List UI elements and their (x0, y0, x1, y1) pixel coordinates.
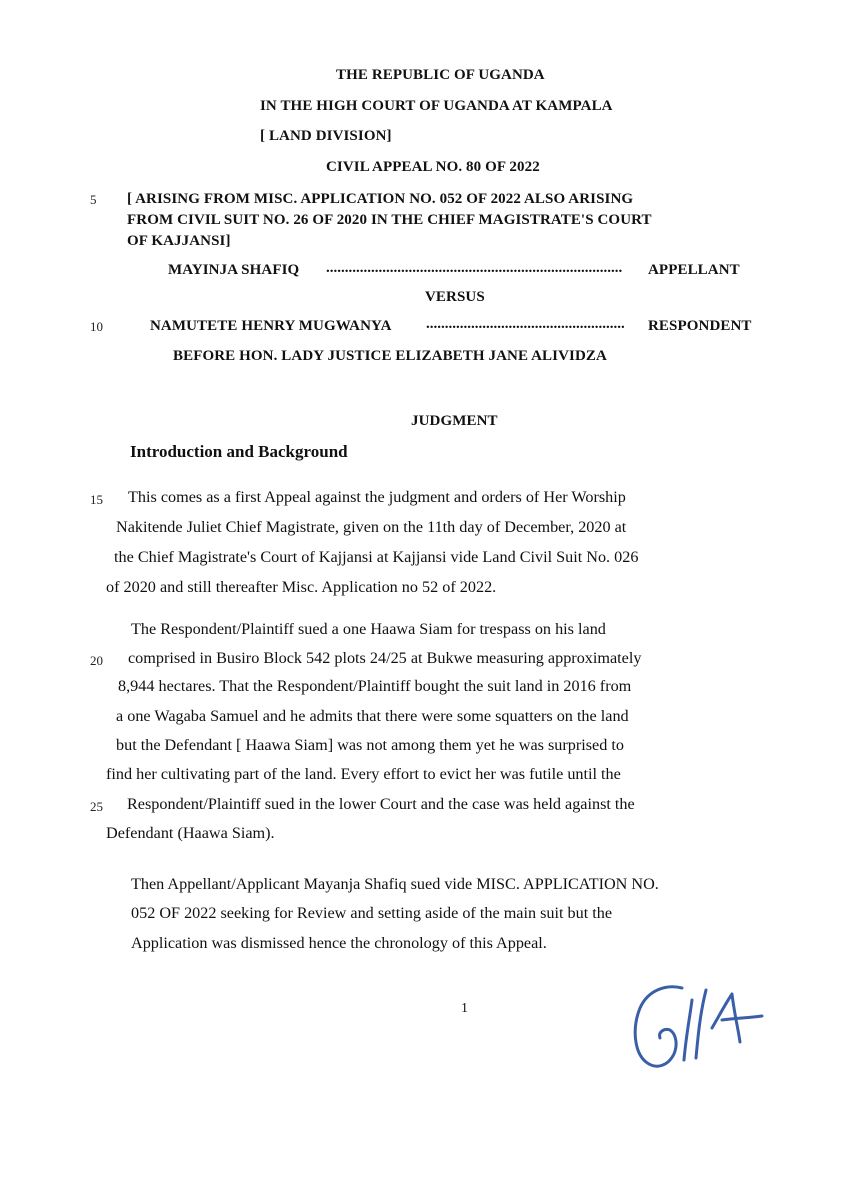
section-heading: Introduction and Background (130, 442, 348, 461)
appellant-name: MAYINJA SHAFIQ (168, 262, 300, 278)
appeal-number-heading: CIVIL APPEAL NO. 80 OF 2022 (326, 159, 540, 175)
paragraph-2-line: a one Wagaba Samuel and he admits that there were some squatters on the land (116, 707, 629, 725)
paragraph-1-line: of 2020 and still thereafter Misc. Application no 52 of 2022. (106, 578, 497, 596)
before-judge-line: BEFORE HON. LADY JUSTICE ELIZABETH JANE ALIVIDZA (173, 348, 607, 364)
paragraph-2-line: but the Defendant [ Haawa Siam] was not among them yet he was surprised to (116, 736, 624, 754)
paragraph-3-line: Then Appellant/Applicant Mayanja Shafiq sued vide MISC. APPLICATION NO. (131, 875, 659, 893)
paragraph-2-line: Respondent/Plaintiff sued in the lower Court and the case was held against the (127, 795, 635, 813)
arising-line-1: [ ARISING FROM MISC. APPLICATION NO. 052 OF 2022 ALSO ARISING (127, 191, 634, 207)
line-number-25: 25 (90, 799, 103, 814)
paragraph-1-line: Nakitende Juliet Chief Magistrate, given on the 11th day of December, 2020 at (116, 518, 627, 536)
paragraph-2-line: 8,944 hectares. That the Respondent/Plaintiff bought the suit land in 2016 from (118, 677, 632, 695)
line-number-20: 20 (90, 653, 103, 668)
versus-label: VERSUS (425, 289, 485, 305)
paragraph-2-line: The Respondent/Plaintiff sued a one Haawa Siam for trespass on his land (131, 620, 606, 638)
arising-line-3: OF KAJJANSI] (127, 233, 231, 249)
paragraph-2-line: Defendant (Haawa Siam). (106, 824, 275, 842)
respondent-dots: ..................................................... (426, 316, 625, 332)
paragraph-1-line: the Chief Magistrate's Court of Kajjansi at Kajjansi vide Land Civil Suit No. 026 (114, 548, 639, 566)
appellant-dots: ............................................................................... (326, 260, 623, 276)
signature-mark (628, 978, 778, 1078)
line-number-15: 15 (90, 492, 103, 507)
page-number: 1 (461, 1001, 468, 1016)
paragraph-2-line: comprised in Busiro Block 542 plots 24/25 at Bukwe measuring approximately (128, 649, 642, 667)
paragraph-1-line: This comes as a first Appeal against the judgment and orders of Her Worship (128, 488, 626, 506)
appellant-role: APPELLANT (648, 262, 740, 278)
line-number-10: 10 (90, 319, 103, 334)
arising-line-2: FROM CIVIL SUIT NO. 26 OF 2020 IN THE CHIEF MAGISTRATE'S COURT (127, 212, 652, 228)
paragraph-3-line: Application was dismissed hence the chronology of this Appeal. (131, 934, 547, 952)
respondent-name: NAMUTETE HENRY MUGWANYA (150, 318, 392, 334)
republic-heading: THE REPUBLIC OF UGANDA (336, 67, 545, 83)
division-heading: [ LAND DIVISION] (260, 128, 392, 144)
paragraph-3-line: 052 OF 2022 seeking for Review and setting aside of the main suit but the (131, 904, 613, 922)
paragraph-2-line: find her cultivating part of the land. Every effort to evict her was futile until the (106, 765, 621, 783)
judgment-title: JUDGMENT (411, 413, 498, 429)
court-heading: IN THE HIGH COURT OF UGANDA AT KAMPALA (260, 98, 613, 114)
respondent-role: RESPONDENT (648, 318, 752, 334)
line-number-5: 5 (90, 192, 97, 207)
